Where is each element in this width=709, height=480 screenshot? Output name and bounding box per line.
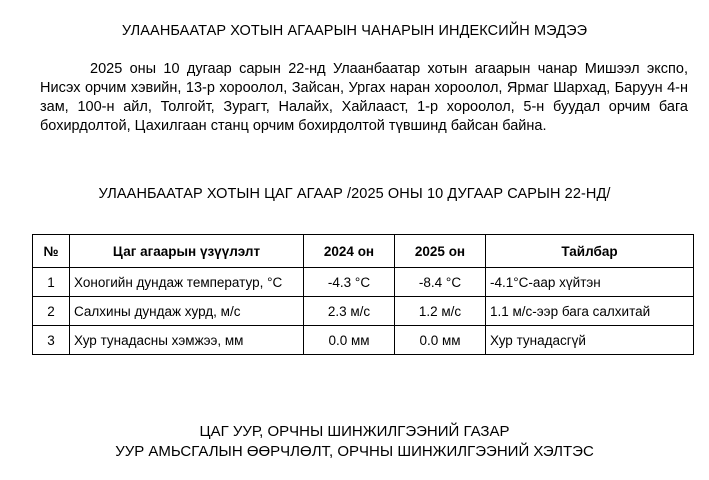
row-value-2024: -4.3 °С: [304, 268, 395, 297]
header-indicator: Цаг агаарын үзүүлэлт: [70, 235, 304, 268]
row-value-2025: 0.0 мм: [395, 326, 486, 355]
document-title: УЛААНБААТАР ХОТЫН АГААРЫН ЧАНАРЫН ИНДЕКСИЙН МЭДЭЭ: [121, 23, 588, 39]
footer-organization: ЦАГ УУР, ОРЧНЫ ШИНЖИЛГЭЭНИЙ ГАЗАР: [199, 423, 510, 440]
row-indicator: Хур тунадасны хэмжээ, мм: [70, 326, 304, 355]
row-num: 3: [33, 326, 70, 355]
header-2024: 2024 он: [304, 235, 395, 268]
table-row: [33, 297, 694, 326]
header-note: Тайлбар: [486, 235, 694, 268]
row-num: 1: [33, 268, 70, 297]
row-note: 1.1 м/с-ээр бага салхитай: [486, 297, 694, 326]
weather-table-title: УЛААНБААТАР ХОТЫН ЦАГ АГААР /2025 ОНЫ 10 ДУГААР САРЫН 22-НД/: [98, 186, 611, 202]
row-value-2025: 1.2 м/с: [395, 297, 486, 326]
table-row: [33, 326, 694, 355]
air-quality-paragraph: 2025 оны 10 дугаар сарын 22-нд Улаанбаатар хотын агаарын чанар Мишээл экспо, Нисэх орчим хэвийн, 13-р хороолол, Зайсан, Ургах наран хороолол, Ярмаг Шархад, Баруун 4-н зам, 100-н айл, Толгойт, Зурагт, Налайх, Хайлааст, 1-р хороолол, 5-н буудал орчим бага бохирдолтой, Цахилгаан станц орчим бохирдолтой түвшинд байсан байна.: [40, 61, 688, 134]
row-indicator: Хоногийн дундаж температур, °С: [70, 268, 304, 297]
row-note: Хур тунадасгүй: [486, 326, 694, 355]
row-value-2024: 2.3 м/с: [304, 297, 395, 326]
row-num: 2: [33, 297, 70, 326]
row-note: -4.1°С-аар хүйтэн: [486, 268, 694, 297]
row-value-2024: 0.0 мм: [304, 326, 395, 355]
row-indicator: Салхины дундаж хурд, м/с: [70, 297, 304, 326]
table-row: [33, 268, 694, 297]
header-2025: 2025 он: [395, 235, 486, 268]
table-header-row: [33, 235, 694, 268]
weather-table: [32, 234, 694, 355]
footer-department: УУР АМЬСГАЛЫН ӨӨРЧЛӨЛТ, ОРЧНЫ ШИНЖИЛГЭЭНИЙ ХЭЛТЭС: [115, 443, 594, 460]
row-value-2025: -8.4 °С: [395, 268, 486, 297]
header-num: №: [33, 235, 70, 268]
